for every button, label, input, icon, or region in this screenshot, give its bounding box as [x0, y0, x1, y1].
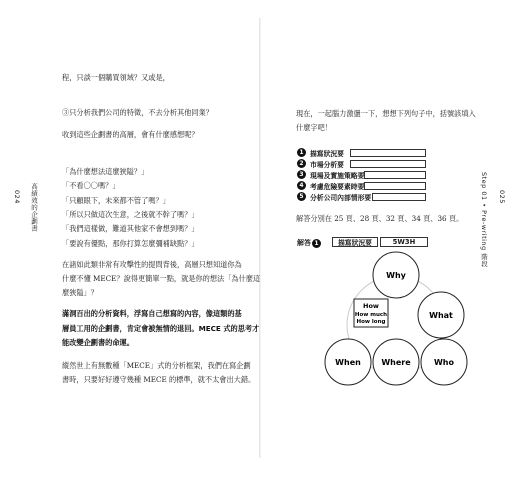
- quote-line: 「要說有優點，那你打算怎麼彌補缺點？」: [62, 239, 199, 248]
- answer-blank[interactable]: [364, 171, 426, 179]
- exercise-item: 5 分析公司內部情形要: [297, 192, 371, 201]
- paragraph: 什麼不懂 MECE？說得更簡單一點，就是你的想法「為什麼這: [62, 274, 261, 283]
- answer-blank[interactable]: [350, 149, 426, 157]
- paragraph: 程，只談一個購買領域？又或是，: [62, 73, 170, 82]
- paragraph: 在諸如此類非常有攻擊性的提問背後，高層只想知道你為: [62, 260, 242, 269]
- 5w3h-diagram: [316, 250, 476, 400]
- quote-line: 「為什麼想法這麼狹隘？」: [62, 167, 149, 176]
- paragraph: 縱然世上有無數種「MECE」式的分析框架，我們在寫企劃: [62, 361, 251, 370]
- answer-blank[interactable]: [364, 182, 426, 190]
- center-label: How: [363, 302, 379, 310]
- left-page-number: 024: [13, 190, 21, 204]
- center-label: How long: [356, 319, 386, 325]
- highlight-line: 層員工用的企劃書，肯定會被無情的退回。MECE 式的思考才: [62, 324, 260, 333]
- center-label: How much: [354, 312, 388, 318]
- paragraph: 收到這些企劃書的高層，會有什麼感想呢？: [62, 130, 199, 139]
- quote-line: 「我們這樣做，難道其他家不會想到嗎？」: [62, 224, 199, 233]
- right-page-number: 025: [498, 190, 506, 204]
- exercise-item: 4 考慮危險要素時要: [297, 181, 364, 190]
- answer-blank[interactable]: [350, 160, 426, 168]
- quote-line: 「只顧眼下，未來都不管了嗎？」: [62, 196, 170, 205]
- node-label: Why: [386, 271, 406, 280]
- node-label: When: [335, 358, 361, 367]
- quote-line: 「不看〇〇嗎？」: [62, 181, 120, 190]
- exercise-item: 1 描寫狀況要: [297, 148, 344, 157]
- node-label: Who: [433, 358, 455, 367]
- node-label: Where: [381, 358, 411, 367]
- answer-item-box: 描寫狀況要: [332, 237, 378, 247]
- paragraph: 書時，只要好好遵守幾種 MECE 的標準，就不太會出大錯。: [62, 375, 256, 384]
- exercise-item: 3 現場及實施策略要: [297, 170, 364, 179]
- paragraph: ③只分析我們公司的特徵，不去分析其他同業？: [62, 108, 213, 117]
- left-running-head: 高績效的企劃書: [30, 183, 38, 232]
- answer-value-box: 5W3H: [380, 237, 428, 247]
- right-running-head: Step 01 • Pre-writing 階段: [480, 172, 488, 268]
- intro-line: 現在，一起腦力激盪一下，想想下列句子中，括號該填入: [296, 109, 476, 118]
- page-gutter: [259, 18, 261, 458]
- highlight-line: 滿洞百出的分析資料，浮寫自己想寫的內容，像這類的基: [62, 309, 242, 318]
- answer-reference: 解答分別在 25 頁、28 頁、32 頁、34 頁、36 頁。: [296, 214, 464, 223]
- answer-blank[interactable]: [372, 193, 426, 201]
- paragraph: 麼狹隘」？: [62, 288, 98, 297]
- intro-line: 什麼字吧！: [296, 123, 332, 132]
- answer-label: 解答 1: [297, 238, 325, 248]
- exercise-item: 2 市場分析要: [297, 159, 344, 168]
- highlight-line: 能改變企劃書的命運。: [62, 338, 134, 347]
- quote-line: 「所以只做這次生意，之後就不幹了嗎？」: [62, 210, 199, 219]
- node-label: What: [429, 311, 453, 320]
